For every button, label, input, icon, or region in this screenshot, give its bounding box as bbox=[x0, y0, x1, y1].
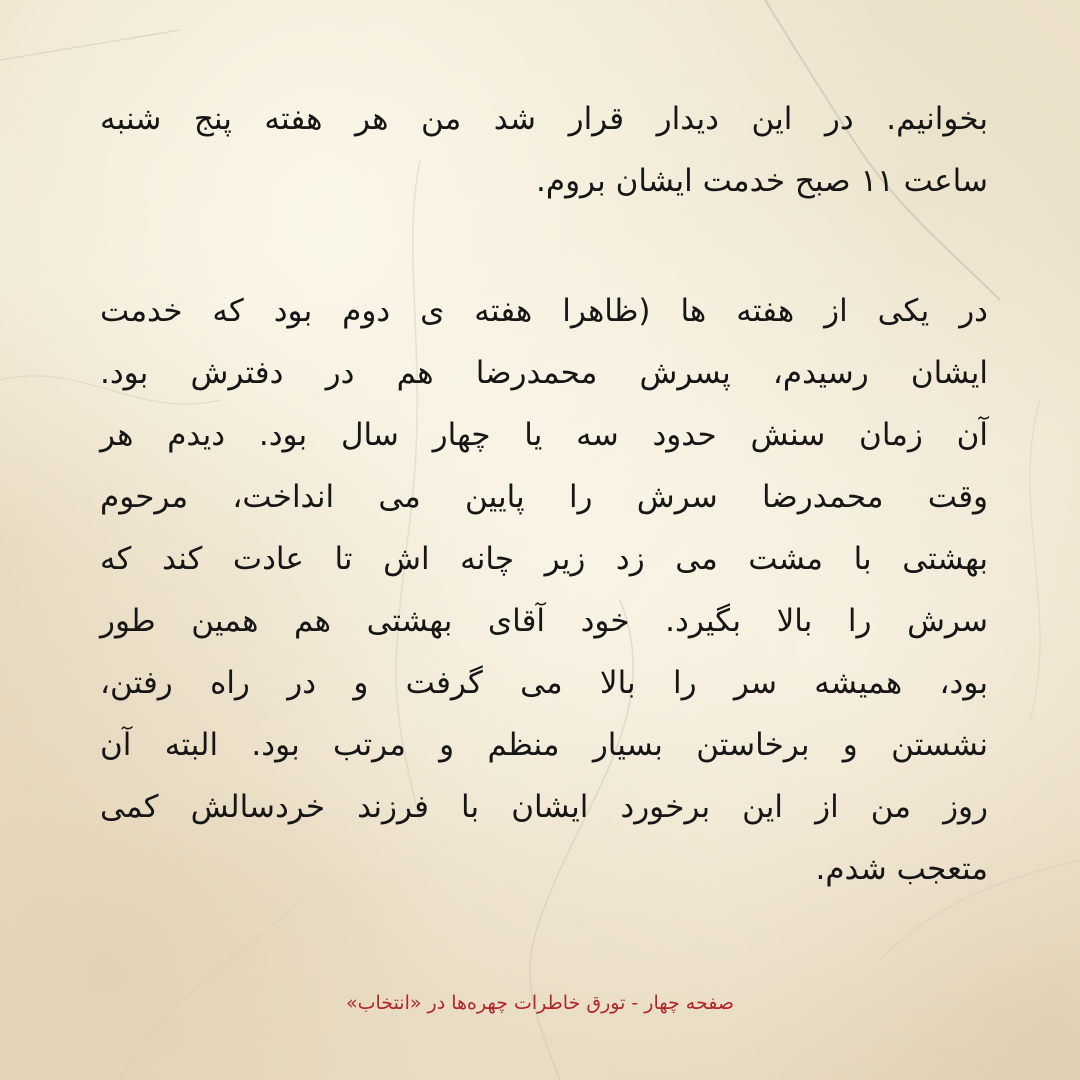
text-line: در یکی از هفته ها (ظاهرا هفته ی دوم بود که خدمت bbox=[100, 293, 988, 329]
text-line: بخوانیم. در این دیدار قرار شد من هر هفته پنج شنبه bbox=[100, 101, 988, 137]
text-line: روز من از این برخورد ایشان با فرزند خردسالش کمی bbox=[100, 789, 988, 825]
text-line: ساعت ۱۱ صبح خدمت ایشان بروم. bbox=[536, 163, 988, 199]
text-line: ایشان رسیدم، پسرش محمدرضا هم در دفترش بود. bbox=[100, 355, 988, 391]
paragraph-2 bbox=[100, 280, 988, 900]
page-footer-caption: صفحه چهار - تورق خاطرات چهره‌ها در «انتخاب» bbox=[346, 992, 734, 1014]
paragraph-1 bbox=[100, 88, 988, 212]
text-line: بود، همیشه سر را بالا می گرفت و در راه رفتن، bbox=[100, 665, 988, 701]
paragraph-spacer bbox=[100, 212, 988, 280]
text-line: متعجب شدم. bbox=[815, 851, 988, 887]
text-line: وقت محمدرضا سرش را پایین می انداخت، مرحوم bbox=[100, 479, 988, 515]
article-body bbox=[100, 88, 988, 900]
text-line: بهشتی با مشت می زد زیر چانه اش تا عادت کند که bbox=[100, 541, 988, 577]
text-line: سرش را بالا بگیرد. خود آقای بهشتی هم همین طور bbox=[100, 603, 988, 639]
text-line: نشستن و برخاستن بسیار منظم و مرتب بود. البته آن bbox=[100, 727, 988, 763]
text-line: آن زمان سنش حدود سه یا چهار سال بود. دیدم هر bbox=[100, 417, 988, 453]
